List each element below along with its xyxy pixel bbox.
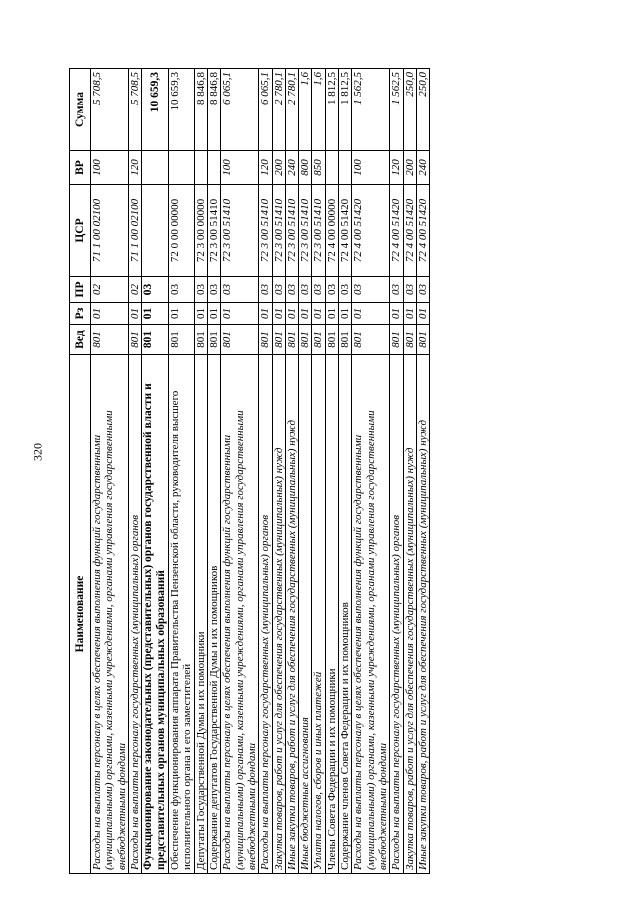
cell-ved: 801 xyxy=(325,325,338,355)
table-row xyxy=(299,69,312,874)
cell-name: Расходы на выплаты персоналу в целях обеспечения выполнения функций государственными (муниципальными) органами, казенными учреждениями, органами управления государственными внебюджетными фондами xyxy=(352,355,390,874)
cell-pr: 03 xyxy=(325,277,338,303)
cell-csr xyxy=(142,185,169,277)
cell-name: Расходы на выплаты персоналу в целях обеспечения выполнения функций государственными (муниципальными) органами, казенными учреждениями, органами управления государственными внебюджетными фондами xyxy=(221,355,259,874)
cell-name: Закупка товаров, работ и услуг для обеспечения государственных (муниципальных) нужд xyxy=(272,355,285,874)
cell-vr: 120 xyxy=(128,151,141,185)
table-row xyxy=(390,69,403,874)
cell-vr: 100 xyxy=(91,151,129,185)
cell-vr xyxy=(169,151,195,185)
cell-ved: 801 xyxy=(91,325,129,355)
cell-csr: 72 3 00 51410 xyxy=(221,185,259,277)
cell-ved: 801 xyxy=(416,325,429,355)
cell-sum: 2 780,1 xyxy=(272,69,285,151)
cell-sum: 250,0 xyxy=(403,69,416,151)
column-header-rz: Рз xyxy=(70,303,91,325)
cell-csr: 72 3 00 51410 xyxy=(299,185,312,277)
cell-rz: 01 xyxy=(403,303,416,325)
cell-sum: 1,6 xyxy=(299,69,312,151)
cell-vr: 100 xyxy=(221,151,259,185)
cell-sum: 8 846,8 xyxy=(194,69,207,151)
cell-ved: 801 xyxy=(312,325,325,355)
cell-rz: 01 xyxy=(272,303,285,325)
cell-vr: 200 xyxy=(403,151,416,185)
cell-csr: 72 3 00 51410 xyxy=(312,185,325,277)
cell-pr: 02 xyxy=(91,277,129,303)
cell-ved: 801 xyxy=(259,325,272,355)
cell-csr: 72 4 00 51420 xyxy=(352,185,390,277)
cell-pr: 03 xyxy=(299,277,312,303)
cell-csr: 72 0 00 00000 xyxy=(169,185,195,277)
cell-name: Уплата налогов, сборов и иных платежей xyxy=(312,355,325,874)
page-number: 320 xyxy=(30,443,45,461)
cell-ved: 801 xyxy=(169,325,195,355)
cell-ved: 801 xyxy=(403,325,416,355)
cell-rz: 01 xyxy=(285,303,298,325)
cell-pr: 03 xyxy=(403,277,416,303)
table-row xyxy=(325,69,338,874)
table-row xyxy=(128,69,141,874)
table-row xyxy=(272,69,285,874)
cell-csr: 72 3 00 00000 xyxy=(194,185,207,277)
cell-name: Содержание членов Совета Федерации и их помощников xyxy=(339,355,352,874)
cell-sum: 6 065,1 xyxy=(221,69,259,151)
cell-vr: 100 xyxy=(352,151,390,185)
cell-name: Иные закупки товаров, работ и услуг для обеспечения государственных (муниципальных) нужд xyxy=(416,355,429,874)
cell-name: Функционирование законодательных (представительных) органов государственной власти и представительных органов муниципальных образований xyxy=(142,355,169,874)
cell-name: Содержание депутатов Государственной Думы и их помощников xyxy=(207,355,220,874)
cell-rz: 01 xyxy=(299,303,312,325)
table-row xyxy=(91,69,129,874)
cell-pr: 03 xyxy=(207,277,220,303)
cell-vr xyxy=(339,151,352,185)
column-header-sum: Сумма xyxy=(70,69,91,151)
cell-name: Закупка товаров, работ и услуг для обеспечения государственных (муниципальных) нужд xyxy=(403,355,416,874)
table-header-row xyxy=(70,69,91,874)
cell-csr: 72 3 00 51410 xyxy=(272,185,285,277)
cell-rz: 01 xyxy=(169,303,195,325)
cell-sum: 10 659,3 xyxy=(142,69,169,151)
cell-pr: 03 xyxy=(390,277,403,303)
cell-sum: 1 812,5 xyxy=(339,69,352,151)
table-row xyxy=(312,69,325,874)
table-row xyxy=(221,69,259,874)
cell-pr: 03 xyxy=(142,277,169,303)
cell-sum: 2 780,1 xyxy=(285,69,298,151)
cell-rz: 01 xyxy=(142,303,169,325)
cell-rz: 01 xyxy=(207,303,220,325)
cell-pr: 03 xyxy=(194,277,207,303)
table-row xyxy=(416,69,429,874)
cell-rz: 01 xyxy=(312,303,325,325)
cell-ved: 801 xyxy=(339,325,352,355)
cell-ved: 801 xyxy=(352,325,390,355)
cell-vr: 850 xyxy=(312,151,325,185)
table-body xyxy=(91,69,430,874)
cell-ved: 801 xyxy=(128,325,141,355)
cell-rz: 01 xyxy=(416,303,429,325)
cell-pr: 03 xyxy=(221,277,259,303)
cell-ved: 801 xyxy=(390,325,403,355)
cell-pr: 03 xyxy=(339,277,352,303)
cell-pr: 03 xyxy=(312,277,325,303)
cell-rz: 01 xyxy=(221,303,259,325)
cell-rz: 01 xyxy=(390,303,403,325)
cell-pr: 02 xyxy=(128,277,141,303)
cell-sum: 5 708,5 xyxy=(128,69,141,151)
column-header-ved: Вед xyxy=(70,325,91,355)
cell-pr: 03 xyxy=(352,277,390,303)
cell-csr: 72 4 00 51420 xyxy=(339,185,352,277)
cell-ved: 801 xyxy=(285,325,298,355)
cell-sum: 5 708,5 xyxy=(91,69,129,151)
cell-vr xyxy=(325,151,338,185)
rotated-page-content xyxy=(69,69,629,874)
cell-ved: 801 xyxy=(272,325,285,355)
column-header-pr: ПР xyxy=(70,277,91,303)
table-row xyxy=(339,69,352,874)
cell-name: Члены Совета Федерации и их помощники xyxy=(325,355,338,874)
cell-rz: 01 xyxy=(194,303,207,325)
cell-name: Расходы на выплаты персоналу государственных (муниципальных) органов xyxy=(259,355,272,874)
cell-vr: 120 xyxy=(259,151,272,185)
cell-csr: 71 1 00 02100 xyxy=(128,185,141,277)
cell-pr: 03 xyxy=(416,277,429,303)
table-row xyxy=(352,69,390,874)
cell-name: Расходы на выплаты персоналу государственных (муниципальных) органов xyxy=(390,355,403,874)
cell-name: Расходы на выплаты персоналу государственных (муниципальных) органов xyxy=(128,355,141,874)
cell-rz: 01 xyxy=(128,303,141,325)
cell-csr: 72 4 00 51420 xyxy=(416,185,429,277)
budget-table xyxy=(69,68,430,874)
cell-vr xyxy=(207,151,220,185)
cell-ved: 801 xyxy=(194,325,207,355)
cell-rz: 01 xyxy=(325,303,338,325)
table-row xyxy=(403,69,416,874)
cell-sum: 10 659,3 xyxy=(169,69,195,151)
column-header-csr: ЦСР xyxy=(70,185,91,277)
table-row xyxy=(194,69,207,874)
cell-csr: 72 4 00 00000 xyxy=(325,185,338,277)
table-row xyxy=(207,69,220,874)
cell-sum: 1,6 xyxy=(312,69,325,151)
cell-vr xyxy=(194,151,207,185)
cell-pr: 03 xyxy=(285,277,298,303)
cell-sum: 8 846,8 xyxy=(207,69,220,151)
cell-vr: 240 xyxy=(416,151,429,185)
cell-csr: 72 3 00 51410 xyxy=(259,185,272,277)
cell-pr: 03 xyxy=(259,277,272,303)
cell-name: Иные закупки товаров, работ и услуг для обеспечения государственных (муниципальных) нужд xyxy=(285,355,298,874)
cell-sum: 250,0 xyxy=(416,69,429,151)
cell-vr: 800 xyxy=(299,151,312,185)
cell-sum: 1 562,5 xyxy=(390,69,403,151)
cell-name: Расходы на выплаты персоналу в целях обеспечения выполнения функций государственными (муниципальными) органами, казенными учреждениями, органами управления государственными внебюджетными фондами xyxy=(91,355,129,874)
cell-vr: 240 xyxy=(285,151,298,185)
cell-name: Иные бюджетные ассигнования xyxy=(299,355,312,874)
cell-csr: 71 1 00 02100 xyxy=(91,185,129,277)
column-header-name: Наименование xyxy=(70,355,91,874)
cell-pr: 03 xyxy=(169,277,195,303)
cell-csr: 72 4 00 51420 xyxy=(403,185,416,277)
cell-rz: 01 xyxy=(91,303,129,325)
cell-rz: 01 xyxy=(352,303,390,325)
cell-csr: 72 3 00 51410 xyxy=(207,185,220,277)
cell-rz: 01 xyxy=(339,303,352,325)
cell-csr: 72 4 00 51420 xyxy=(390,185,403,277)
column-header-vr: ВР xyxy=(70,151,91,185)
table-row xyxy=(285,69,298,874)
cell-ved: 801 xyxy=(221,325,259,355)
cell-vr xyxy=(142,151,169,185)
cell-sum: 1 812,5 xyxy=(325,69,338,151)
cell-ved: 801 xyxy=(299,325,312,355)
cell-sum: 1 562,5 xyxy=(352,69,390,151)
cell-pr: 03 xyxy=(272,277,285,303)
cell-name: Обеспечение функционирования аппарата Правительства Пензенской области, руководителя высшего исполнительного органа и его заместителей xyxy=(169,355,195,874)
cell-vr: 200 xyxy=(272,151,285,185)
cell-rz: 01 xyxy=(259,303,272,325)
cell-ved: 801 xyxy=(142,325,169,355)
table-row xyxy=(259,69,272,874)
table-row xyxy=(142,69,169,874)
table-row xyxy=(169,69,195,874)
cell-ved: 801 xyxy=(207,325,220,355)
cell-csr: 72 3 00 51410 xyxy=(285,185,298,277)
cell-name: Депутаты Государственной Думы и их помощники xyxy=(194,355,207,874)
cell-sum: 6 065,1 xyxy=(259,69,272,151)
cell-vr: 120 xyxy=(390,151,403,185)
